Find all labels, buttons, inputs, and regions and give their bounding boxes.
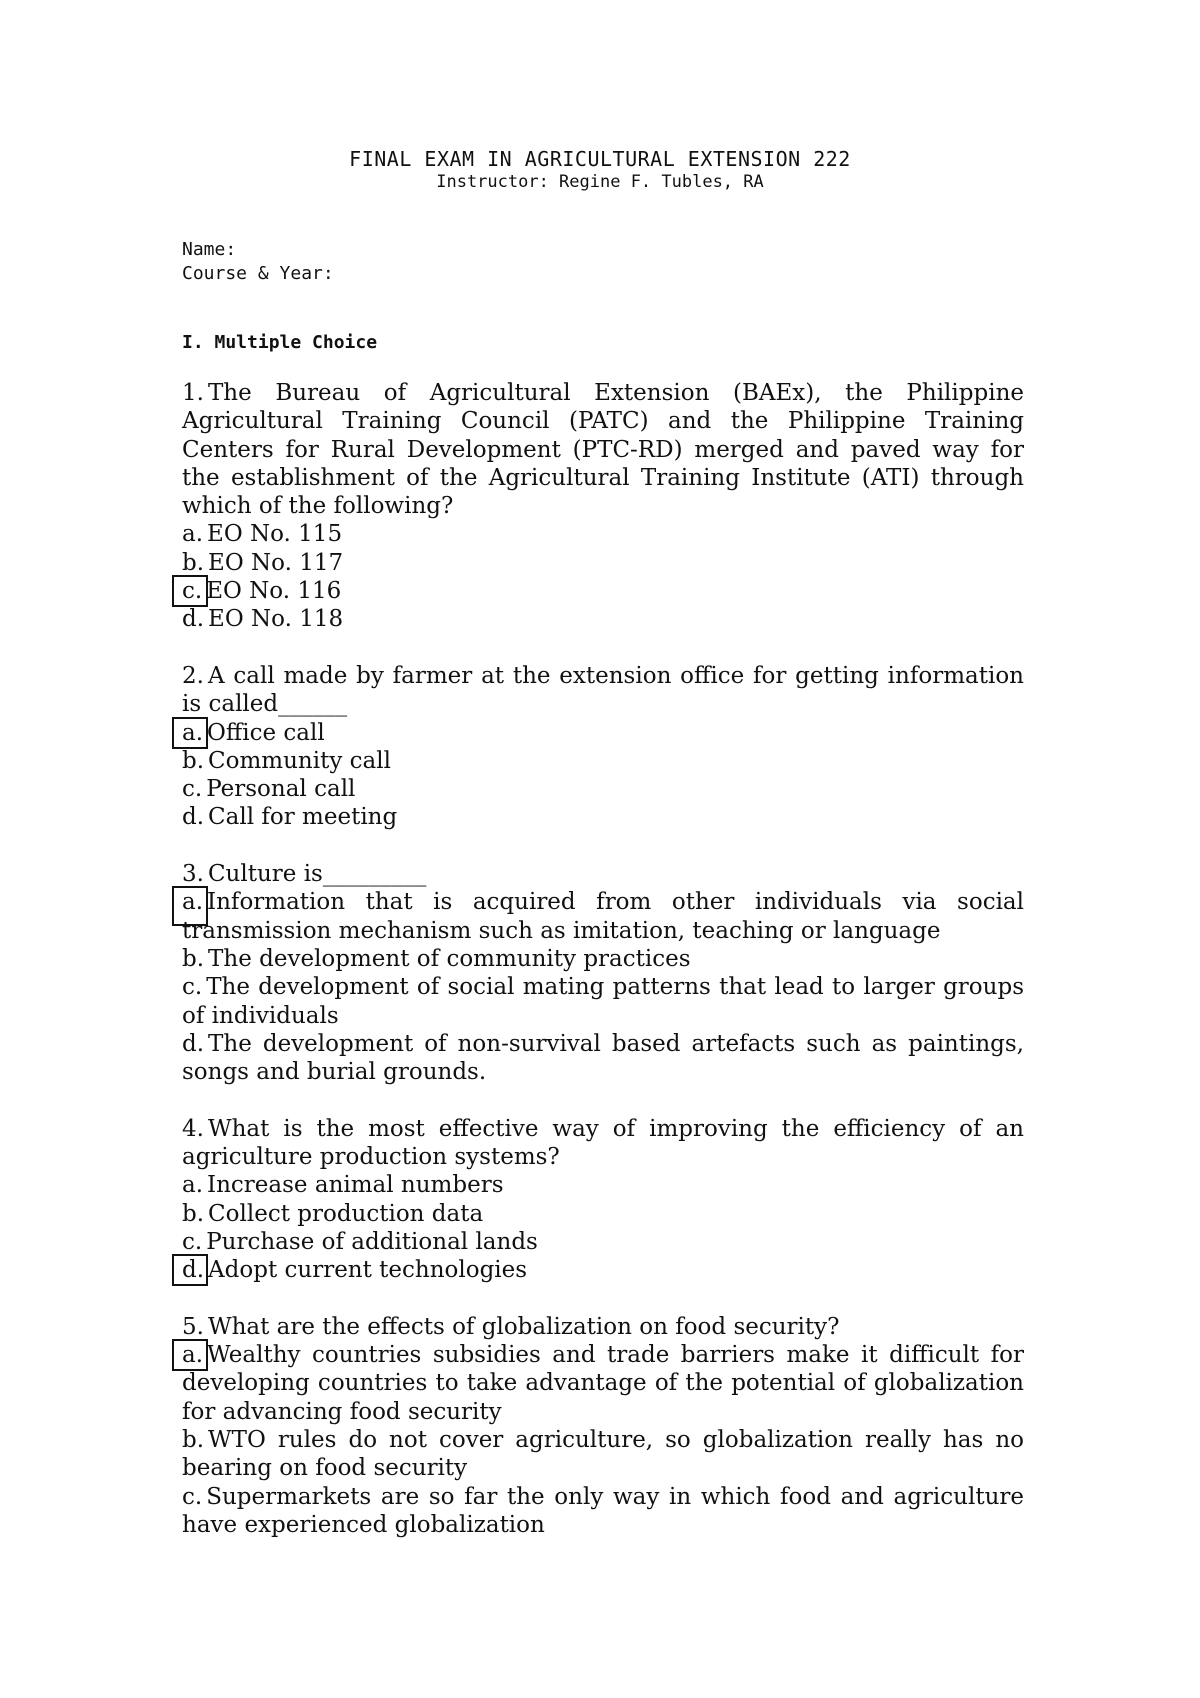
choice-letter-text: d. bbox=[182, 606, 205, 633]
choice-5-c bbox=[182, 1483, 1024, 1540]
choice-letter bbox=[182, 719, 203, 747]
choice-letter-text: d. bbox=[182, 804, 205, 831]
choice-text: EO No. 117 bbox=[208, 549, 344, 576]
choice-letter-text: c. bbox=[182, 974, 203, 1001]
choice-1-a bbox=[182, 520, 1024, 548]
choice-3-d bbox=[182, 1030, 1024, 1087]
question-stem bbox=[182, 1313, 1024, 1341]
choice-text: Purchase of additional lands bbox=[206, 1228, 538, 1255]
question-1 bbox=[182, 379, 1024, 634]
choice-letter bbox=[182, 605, 204, 633]
choice-4-c bbox=[182, 1228, 1024, 1256]
answer-mark-box bbox=[172, 575, 208, 607]
choice-text: Community call bbox=[208, 747, 391, 774]
choice-2-c bbox=[182, 775, 1024, 803]
choice-text: Office call bbox=[207, 719, 325, 746]
choice-text: Wealthy countries subsidies and trade barriers make it difficult for developing countries to take advantage of the potential of globalization for advancing food security bbox=[182, 1342, 1024, 1425]
choice-letter-text: d. bbox=[182, 1257, 205, 1284]
question-text: The Bureau of Agricultural Extension (BAEx), the Philippine Agricultural Training Council (PATC) and the Philippine Training Centers for Rural Development (PTC-RD) merged and paved way for the establishment of the Agricultural Training Institute (ATI) through which of the following? bbox=[182, 380, 1024, 520]
exam-title: FINAL EXAM IN AGRICULTURAL EXTENSION 222 bbox=[349, 147, 851, 171]
choice-text: EO No. 116 bbox=[206, 578, 342, 605]
student-fields bbox=[182, 238, 334, 286]
choice-3-b bbox=[182, 945, 1024, 973]
choice-4-b bbox=[182, 1200, 1024, 1228]
choice-letter bbox=[182, 1256, 204, 1284]
choice-letter bbox=[182, 1030, 204, 1058]
choice-1-d bbox=[182, 605, 1024, 633]
choice-letter-text: a. bbox=[182, 1172, 204, 1199]
question-list bbox=[182, 379, 1024, 1567]
choice-letter-text: a. bbox=[182, 889, 204, 916]
choice-2-d bbox=[182, 803, 1024, 831]
answer-mark-box bbox=[172, 1339, 208, 1371]
choice-letter-text: c. bbox=[182, 578, 203, 605]
name-label: Name: bbox=[182, 239, 237, 260]
choice-5-b bbox=[182, 1426, 1024, 1483]
choice-letter-text: d. bbox=[182, 1030, 205, 1057]
choice-letter bbox=[182, 577, 202, 605]
choice-2-a bbox=[182, 719, 1024, 747]
question-text: A call made by farmer at the extension office for getting information is called______ bbox=[182, 662, 1024, 718]
question-number: 2. bbox=[182, 662, 204, 689]
answer-mark-box bbox=[172, 1254, 208, 1286]
choice-letter-text: c. bbox=[182, 1228, 203, 1255]
question-4 bbox=[182, 1115, 1024, 1285]
question-stem bbox=[182, 379, 1024, 520]
choice-2-b bbox=[182, 747, 1024, 775]
choice-text: Increase animal numbers bbox=[207, 1172, 504, 1199]
course-year-label: Course & Year: bbox=[182, 263, 334, 284]
question-text: What are the effects of globalization on food security? bbox=[207, 1313, 840, 1340]
choice-letter bbox=[182, 888, 203, 916]
choice-text: The development of social mating patterns that lead to larger groups of individuals bbox=[182, 974, 1024, 1029]
choice-letter-text: b. bbox=[182, 549, 205, 576]
question-number: 4. bbox=[182, 1115, 204, 1142]
choice-letter-text: b. bbox=[182, 747, 205, 774]
choice-letter bbox=[182, 973, 202, 1001]
choice-letter bbox=[182, 945, 204, 973]
choice-letter-text: c. bbox=[182, 776, 203, 803]
choice-1-c bbox=[182, 577, 1024, 605]
choice-letter-text: b. bbox=[182, 1426, 205, 1453]
section-heading: I. Multiple Choice bbox=[182, 332, 378, 353]
choice-4-a bbox=[182, 1171, 1024, 1199]
answer-mark-box bbox=[172, 886, 208, 926]
question-stem bbox=[182, 1115, 1024, 1172]
choice-letter-text: b. bbox=[182, 1200, 205, 1227]
question-number: 3. bbox=[182, 861, 204, 888]
question-5 bbox=[182, 1313, 1024, 1539]
choice-letter bbox=[182, 520, 203, 548]
answer-mark-box bbox=[172, 717, 208, 749]
question-stem bbox=[182, 860, 1024, 888]
choice-1-b bbox=[182, 549, 1024, 577]
choice-text: Supermarkets are so far the only way in which food and agriculture have experienced globalization bbox=[182, 1483, 1024, 1538]
choice-text: Collect production data bbox=[208, 1200, 484, 1227]
choice-letter bbox=[182, 1171, 203, 1199]
choice-letter bbox=[182, 1228, 202, 1256]
choice-letter bbox=[182, 1483, 202, 1511]
choice-letter bbox=[182, 1341, 203, 1369]
choice-letter-text: a. bbox=[182, 719, 204, 746]
choice-letter bbox=[182, 803, 204, 831]
choice-text: Personal call bbox=[206, 776, 356, 803]
choice-4-d bbox=[182, 1256, 1024, 1284]
choice-5-a bbox=[182, 1341, 1024, 1426]
question-3 bbox=[182, 860, 1024, 1086]
choice-letter-text: c. bbox=[182, 1483, 203, 1510]
choice-text: Call for meeting bbox=[208, 804, 398, 831]
choice-letter bbox=[182, 775, 202, 803]
question-number: 1. bbox=[182, 380, 204, 406]
choice-letter bbox=[182, 1200, 204, 1228]
question-2 bbox=[182, 662, 1024, 832]
choice-letter bbox=[182, 549, 204, 577]
question-stem bbox=[182, 662, 1024, 719]
choice-text: Adopt current technologies bbox=[208, 1257, 528, 1284]
choice-letter bbox=[182, 1426, 204, 1454]
choice-text: EO No. 118 bbox=[208, 606, 344, 633]
choice-text: The development of community practices bbox=[208, 945, 691, 972]
choice-text: Information that is acquired from other individuals via social transmission mechanism such as imitation, teaching or language bbox=[182, 889, 1024, 944]
choice-text: EO No. 115 bbox=[207, 521, 343, 548]
question-number: 5. bbox=[182, 1313, 204, 1340]
question-text: What is the most effective way of improving the efficiency of an agriculture production systems? bbox=[182, 1115, 1024, 1171]
instructor-line: Instructor: Regine F. Tubles, RA bbox=[436, 172, 764, 192]
choice-letter-text: a. bbox=[182, 1342, 204, 1369]
choice-letter-text: a. bbox=[182, 521, 204, 548]
choice-letter-text: b. bbox=[182, 945, 205, 972]
choice-text: WTO rules do not cover agriculture, so globalization really has no bearing on food security bbox=[182, 1426, 1024, 1482]
question-text: Culture is_________ bbox=[207, 861, 427, 888]
choice-text: The development of non-survival based artefacts such as paintings, songs and burial grounds. bbox=[182, 1030, 1024, 1086]
choice-letter bbox=[182, 747, 204, 775]
choice-3-a bbox=[182, 888, 1024, 945]
choice-3-c bbox=[182, 973, 1024, 1030]
